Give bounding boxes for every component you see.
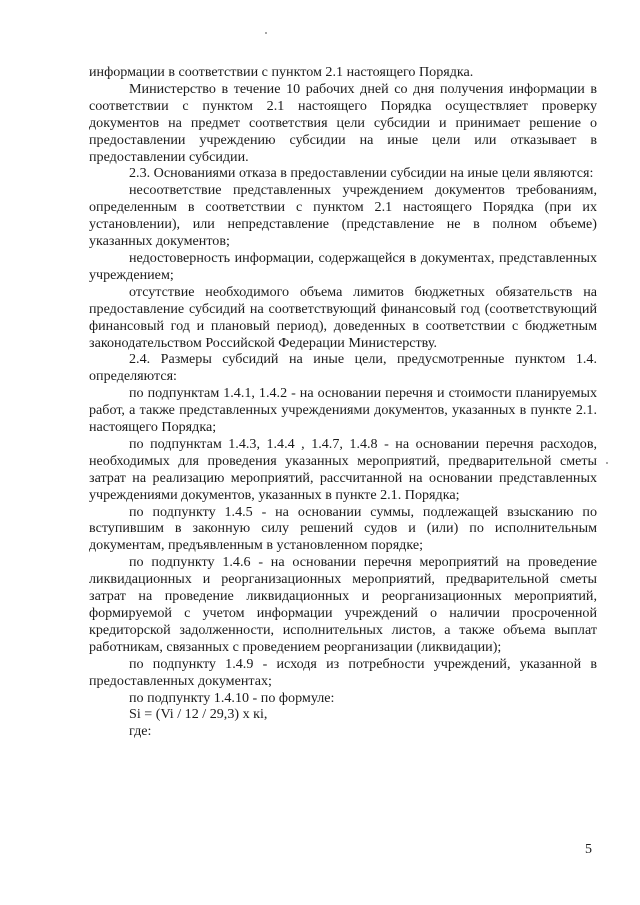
paragraph: Министерство в течение 10 рабочих дней со дня получения информации в соответствии с пунктом 2.1 настоящего Порядка осуществляет проверку документов на предмет соответствия цели субсидии и принимает решение о предоставлении учреждению субсидии на иные цели или отказывает в предоставлении субсидии. [89, 80, 597, 165]
formula-where: где: [129, 723, 152, 740]
paragraph: 2.4. Размеры субсидий на иные цели, предусмотренные пунктом 1.4. определяются: [89, 351, 597, 385]
formula-intro: по подпункту 1.4.10 - по формуле: [129, 689, 335, 706]
paragraph: по подпункту 1.4.9 - исходя из потребности учреждений, указанной в предоставленных документах; [89, 655, 597, 689]
formula-expression: Si = (Vi / 12 / 29,3) х кi, [129, 706, 268, 723]
scan-speck [606, 462, 608, 464]
document-body [89, 64, 597, 740]
scan-speck [265, 32, 267, 34]
paragraph: 2.3. Основаниями отказа в предоставлении субсидии на иные цели являются: [129, 165, 594, 182]
paragraph: по подпункту 1.4.5 - на основании суммы, подлежащей взысканию по вступившим в законную силу решений судов и (или) по исполнительным документам, предъявленным в установленном порядке; [89, 503, 597, 554]
paragraph: по подпунктам 1.4.1, 1.4.2 - на основании перечня и стоимости планируемых работ, а также представленных учреждениями документов, указанных в пункте 2.1. настоящего Порядка; [89, 385, 597, 436]
paragraph: отсутствие необходимого объема лимитов бюджетных обязательств на предоставление субсидий на соответствующий финансовый год (соответствующий финансовый год и плановый период), доведенных в соответствии с бюджетным законодательством Российской Федерации Министерству. [89, 283, 597, 351]
page-number: 5 [585, 842, 592, 857]
paragraph: недостоверность информации, содержащейся в документах, представленных учреждением; [89, 249, 597, 283]
paragraph: информации в соответствии с пунктом 2.1 настоящего Порядка. [89, 64, 474, 80]
paragraph: по подпункту 1.4.6 - на основании перечня мероприятий на проведение ликвидационных и реорганизационных мероприятий, предварительной сметы затрат на проведение ликвидационных и реорганизационных мероприятий, формируемой с учетом информации учреждений о наличии просроченной кредиторской задолженности, исполнительных листов, а также объема выплат работникам, связанных с проведением реорганизации (ликвидации); [89, 554, 597, 655]
paragraph: несоответствие представленных учреждением документов требованиям, определенным в соответствии с пунктом 2.1 настоящего Порядка (при их установлении), или непредставление (представление не в полном объеме) указанных документов; [89, 182, 597, 250]
paragraph: по подпунктам 1.4.3, 1.4.4 , 1.4.7, 1.4.8 - на основании перечня расходов, необходимых для проведения указанных мероприятий, предварительной сметы затрат на реализацию мероприятий, рассчитанной на основании представленных учреждениями документов, указанных в пункте 2.1. Порядка; [89, 435, 597, 503]
